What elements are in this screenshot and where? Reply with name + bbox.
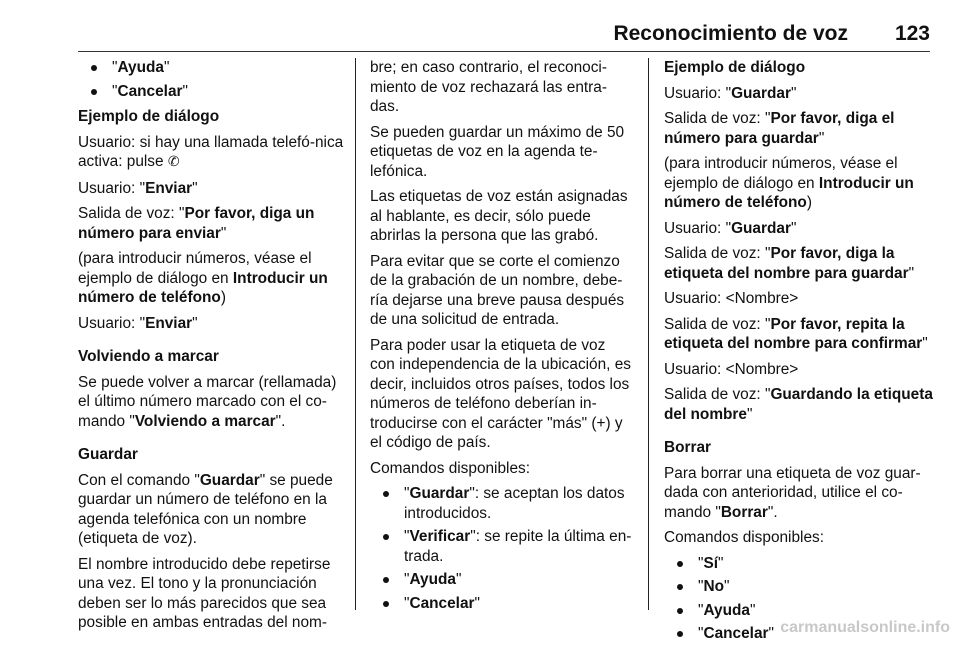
page-number: 123 <box>894 22 930 45</box>
paragraph: Para evitar que se corte el comienzo de la grabación de un nombre, debe-ría dejarse una breve pausa después de una solicitud de entrada. <box>370 252 625 328</box>
page-header <box>0 0 960 52</box>
paragraph: Para poder usar la etiqueta de voz con independencia de la ubicación, es decir, incluidos otros países, todos los números de teléfono deberían in-troducirse con el carácter "más" (+) y el código de país. <box>370 336 631 451</box>
dialog-line: Usuario: si hay una llamada telefó-nica activa: pulse ✆ <box>78 133 344 170</box>
dialog-example-heading: Ejemplo de diálogo <box>664 59 806 76</box>
dialog-line: Usuario: <Nombre> <box>664 360 799 378</box>
list-item: "Cancelar" <box>370 594 634 614</box>
paragraph: Las etiquetas de voz están asignadas al hablante, es decir, sólo puede abrirlas la persona que las grabó. <box>370 188 628 244</box>
dialog-example-heading: Ejemplo de diálogo <box>78 108 220 125</box>
dialog-line: Salida de voz: "Guardando la etiqueta del nombre" <box>664 386 933 423</box>
commands-label: Comandos disponibles: <box>664 529 824 546</box>
delete-text: Para borrar una etiqueta de voz guar-dada con anterioridad, utilice el co-mando "Borrar". <box>664 464 921 521</box>
command-list <box>78 58 346 101</box>
phone-icon: ✆ <box>167 154 180 170</box>
list-item: "Cancelar" <box>664 624 934 644</box>
dialog-line: Salida de voz: "Por favor, diga un número para enviar" <box>78 205 315 242</box>
list-item: "Guardar": se aceptan los datos introducidos. <box>370 484 634 523</box>
column-divider-2 <box>648 58 649 610</box>
dialog-note: (para introducir números, véase el ejemplo de diálogo en Introducir un número de teléfono) <box>664 155 914 211</box>
redial-heading: Volviendo a marcar <box>78 348 219 365</box>
list-item: "Ayuda" <box>78 58 346 78</box>
dialog-line: Salida de voz: "Por favor, diga el número para guardar" <box>664 110 895 147</box>
list-item: "Cancelar" <box>78 82 346 102</box>
dialog-line: Salida de voz: "Por favor, diga la etiqueta del nombre para guardar" <box>664 245 915 282</box>
list-item: "Sí" <box>664 554 934 574</box>
dialog-line: Usuario: "Guardar" <box>664 219 797 237</box>
list-item: "Ayuda" <box>664 601 934 621</box>
header-rule <box>78 51 930 52</box>
redial-text: Se puede volver a marcar (rellamada) el último número marcado con el co-mando "Volviendo a marcar". <box>78 373 337 430</box>
save-text: Con el comando "Guardar" se puede guardar un número de teléfono en la agenda telefónica con un nombre (etiqueta de voz). <box>78 471 333 547</box>
dialog-line: Usuario: "Enviar" <box>78 179 198 197</box>
dialog-line: Usuario: "Enviar" <box>78 314 198 332</box>
column-3 <box>664 58 934 650</box>
delete-heading: Borrar <box>664 439 712 456</box>
list-item: "Verificar": se repite la última en-trada. <box>370 527 634 566</box>
dialog-note: (para introducir números, véase el ejemplo de diálogo en Introducir un número de teléfono) <box>78 250 328 306</box>
column-divider-1 <box>355 58 356 610</box>
dialog-line: Usuario: "Guardar" <box>664 84 797 102</box>
list-item: "Ayuda" <box>370 570 634 590</box>
page-title: Reconocimiento de voz <box>613 22 848 45</box>
command-list <box>370 484 634 613</box>
watermark: carmanualsonline.info <box>780 619 950 636</box>
save-text-2: El nombre introducido debe repetirse una vez. El tono y la pronunciación deben ser lo más parecidos que sea posible en ambas entradas del nom- <box>78 555 331 631</box>
paragraph: bre; en caso contrario, el reconoci-miento de voz rechazará las entra-das. <box>370 59 607 115</box>
dialog-line: Salida de voz: "Por favor, repita la etiqueta del nombre para confirmar" <box>664 315 928 352</box>
list-item: "No" <box>664 577 934 597</box>
column-1 <box>78 58 346 639</box>
column-2 <box>370 58 634 619</box>
commands-label: Comandos disponibles: <box>370 459 530 477</box>
save-heading: Guardar <box>78 446 138 463</box>
paragraph: Se pueden guardar un máximo de 50 etiquetas de voz en la agenda te-lefónica. <box>370 123 625 180</box>
dialog-line: Usuario: <Nombre> <box>664 290 799 307</box>
